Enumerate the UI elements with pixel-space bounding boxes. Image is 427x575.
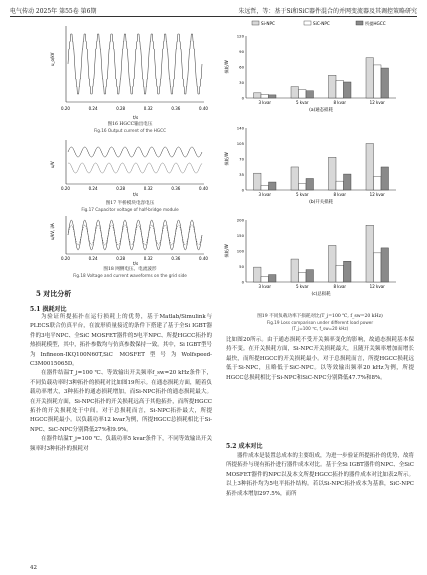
bar [329,245,337,282]
fig17-waveform-plot [48,138,208,198]
subsection-5-2-heading: 5.2 成本对比 [226,443,263,450]
bar [269,182,277,190]
fig17-ylabel: u/V [50,161,55,168]
bar [299,273,307,282]
legend-label: 所提HGCC [365,21,386,26]
y-tick-label: 120 [236,33,244,39]
bar [261,277,269,282]
subplot-title: (c)总损耗 [311,292,331,297]
x-tick-label: 5 kvar [295,284,309,289]
page-number: 42 [30,565,37,571]
tick-label: 0.40 [199,186,208,191]
fig17-xlabel: t/s [133,192,139,197]
bar [366,58,374,98]
bar [336,80,344,98]
right-column-body-2 [226,452,414,499]
fig16-caption: 图16 HGCC输出电压 [107,122,153,127]
fig18-ylabel: u/kV, i/A [50,223,55,240]
x-tick-label: 8 kvar [333,192,347,197]
tick-label: 0.40 [199,256,208,261]
fig17-caption: 图17 半桥模块电容电压 [105,201,155,206]
bar [261,186,269,190]
y-tick-label: 30 [239,80,244,85]
y-tick-label: 0 [241,279,244,285]
y-tick-label: 60 [239,64,244,70]
tick-label: 0.32 [143,256,153,261]
tick-label: 0.36 [171,256,181,261]
bar [261,94,269,98]
tick-label: 0.28 [116,186,126,191]
x-tick-label: 5 kvar [295,100,309,105]
left-column-body [30,313,212,454]
fig19-caption: 图19 不同负载功率下损耗对比(T_j=100 ℃, f_sw=20 kHz) [257,314,383,319]
bar [291,167,299,190]
x-tick-label: 3 kvar [258,284,272,289]
fig18-caption-en: Fig.18 Voltage and current waveforms on the grid side [73,273,187,278]
running-header-right: 朱远哲，等：基于Si和SiC器件混合的并网变流器及其调控策略研究 [238,8,417,15]
fig19-caption-en: Fig.19 Loss comparison under different load power [266,320,374,325]
bar [381,68,389,98]
bar [254,173,262,190]
fig19-bar-charts [222,20,418,310]
tick-label: 0.24 [88,186,98,191]
x-tick-label: 8 kvar [333,100,347,105]
bar [306,270,314,282]
y-tick-label: 70 [239,156,244,162]
y-tick-label: 140 [236,125,244,131]
y-tick-label: 150 [236,233,244,238]
bar [291,87,299,98]
y-tick-label: 105 [236,141,244,146]
y-tick-label: 35 [239,172,244,177]
y-axis-label: 损耗/W [224,152,229,166]
legend-swatch [304,21,311,25]
subplot-title: (a)通态损耗 [309,108,333,113]
header-rule [10,16,417,17]
subsection-5-1-heading: 5.1 损耗对比 [30,306,67,313]
x-tick-label: 12 kvar [369,100,385,105]
tick-label: 0.28 [116,106,126,111]
bar [269,275,277,282]
bar [299,184,307,190]
tick-label: 0.36 [171,106,181,111]
bar [336,181,344,190]
tick-label: 0.32 [143,106,153,111]
tick-label: 0.20 [61,186,70,191]
fig18-waveform-plot [48,214,208,266]
right-column-body [226,336,414,383]
fig16-caption-en: Fig.16 Output current of the HGCC [93,128,167,133]
bar [381,248,389,282]
y-axis-label: 损耗/W [224,60,229,74]
paragraph: 为验证所提拓扑在运行损耗上的优势，基于Matlab/Simulink与PLECS联合仿真平台，在波形质量接近的条件下搭建了基于全Si IGBT器件的3电平NPC、全SiC MOSFET器件的5电平NPC、所提HGCC拓扑的热损耗模型，其中，拓扑参数均与仿真参数保持一致。其中，Si IGBT型号为Infineon-IKQ100N60T,SiC MOSFET型号为Wolfspeed-C3M0015065D。 [30,314,212,368]
bar [374,65,382,98]
legend-swatch [252,21,259,25]
y-tick-label: 0 [241,95,244,101]
bar [344,174,352,190]
tick-label: 0.20 [61,106,70,111]
running-header-left: 电气传动 2025年 第55卷 第6期 [10,8,97,15]
legend-label: SiC-NPC [313,21,330,26]
y-axis-label: 损耗/W [224,244,229,258]
bar [344,261,352,282]
section-heading: 5 对比分析 [36,289,72,298]
fig17-caption-en: Fig.17 Capacitor voltage of half-bridge module [81,207,179,212]
bar [299,90,307,98]
tick-label: 0.20 [61,256,70,261]
legend-label: Si-NPC [261,21,275,26]
x-tick-label: 5 kvar [295,192,309,197]
paragraph: 比如图20所示。由于通态损耗不受开关频率变化的影响，故通态损耗基本保持不变。在开关损耗方面，Si-NPC开关损耗最大，且随开关频率增加而增长最快，而所提HGCC的开关损耗最小。对于总损耗而言，所提HGCC损耗远低于Si-NPC，且略低于SiC-NPC。以等效输出频率20 kHz为例，所提HGCC总损耗相比于Si-NPC和SiC-NPC分别降低47.7%和8%。 [226,337,414,381]
y-tick-label: 0 [241,187,244,193]
fig18-xlabel: t/s [133,261,139,266]
bar [381,167,389,190]
tick-label: 0.40 [199,106,208,111]
bar [374,177,382,190]
fig19-caption-en-2: (T_j=100 ℃, f_sw=20 kHz) [291,326,349,331]
bar [254,267,262,282]
tick-label: 0.28 [116,256,126,261]
bar [291,259,299,282]
bar [344,82,352,98]
fig16-ylabel: u_o/kV [50,52,55,66]
bar [336,265,344,282]
bar [306,178,314,190]
y-tick-label: 90 [239,49,244,54]
tick-label: 0.32 [143,186,153,191]
x-tick-label: 3 kvar [258,100,272,105]
y-tick-label: 100 [236,248,244,254]
bar [366,144,374,191]
fig16-waveform-plot [48,22,208,122]
legend-swatch [356,21,363,25]
y-tick-label: 200 [236,217,244,223]
paragraph: 器件成本是装置总成本的主要组成，为进一步验证所提拓扑的优势，故将所提拓扑与现有拓扑进行器件成本对比。基于全Si IGBT器件的NPC、全SiC MOSFET器件的NPC以及本文所提HGCC拓扑的器件成本对比如表2所示。以上3种拓扑均为5电平拓扑结构。若以Si-NPC拓扑成本为基准，SiC-NPC拓扑成本增加297.5%，而所 [226,453,414,497]
bar [306,91,314,98]
y-tick-label: 50 [239,264,244,269]
tick-label: 0.24 [88,106,98,111]
x-tick-label: 12 kvar [369,284,385,289]
x-tick-label: 3 kvar [258,192,272,197]
bar [329,75,337,98]
bar [329,157,337,190]
x-tick-label: 8 kvar [333,284,347,289]
paragraph: 在器件结温T_j=100 ℃、负载功率5 kvar条件下，不同等效输出开关频率时3种拓扑的损耗对 [30,436,212,452]
tick-label: 0.36 [171,186,181,191]
bar [366,225,374,282]
bar [374,253,382,282]
bar [254,93,262,98]
bar [269,95,277,98]
fig16-xlabel: t/s [133,115,139,120]
x-tick-label: 12 kvar [369,192,385,197]
paragraph: 在器件结温T_j=100 ℃、等效输出开关频率f_sw=20 kHz条件下，不同负载功率时3种拓扑的损耗对比如图19所示。在通态损耗方面，随着负载功率增大，3种拓扑的通态损耗增加，而Si-NPC拓扑的通态损耗最大。在开关损耗方面，Si-NPC拓扑的开关损耗远高于其他拓扑，而所提HGCC拓扑的开关损耗处于中间。对于总损耗而言，Si-NPC拓扑最大，所提HGCC损耗最小。以负载功率12 kvar为例，所提HGCC总损耗相比于Si-NPC、SiC-NPC分别降低27%和9.9%。 [30,370,212,433]
fig18-caption: 图18 网侧电压、电流波形 [103,267,157,272]
tick-label: 0.24 [88,256,98,261]
subplot-title: (b)开关损耗 [309,200,333,205]
